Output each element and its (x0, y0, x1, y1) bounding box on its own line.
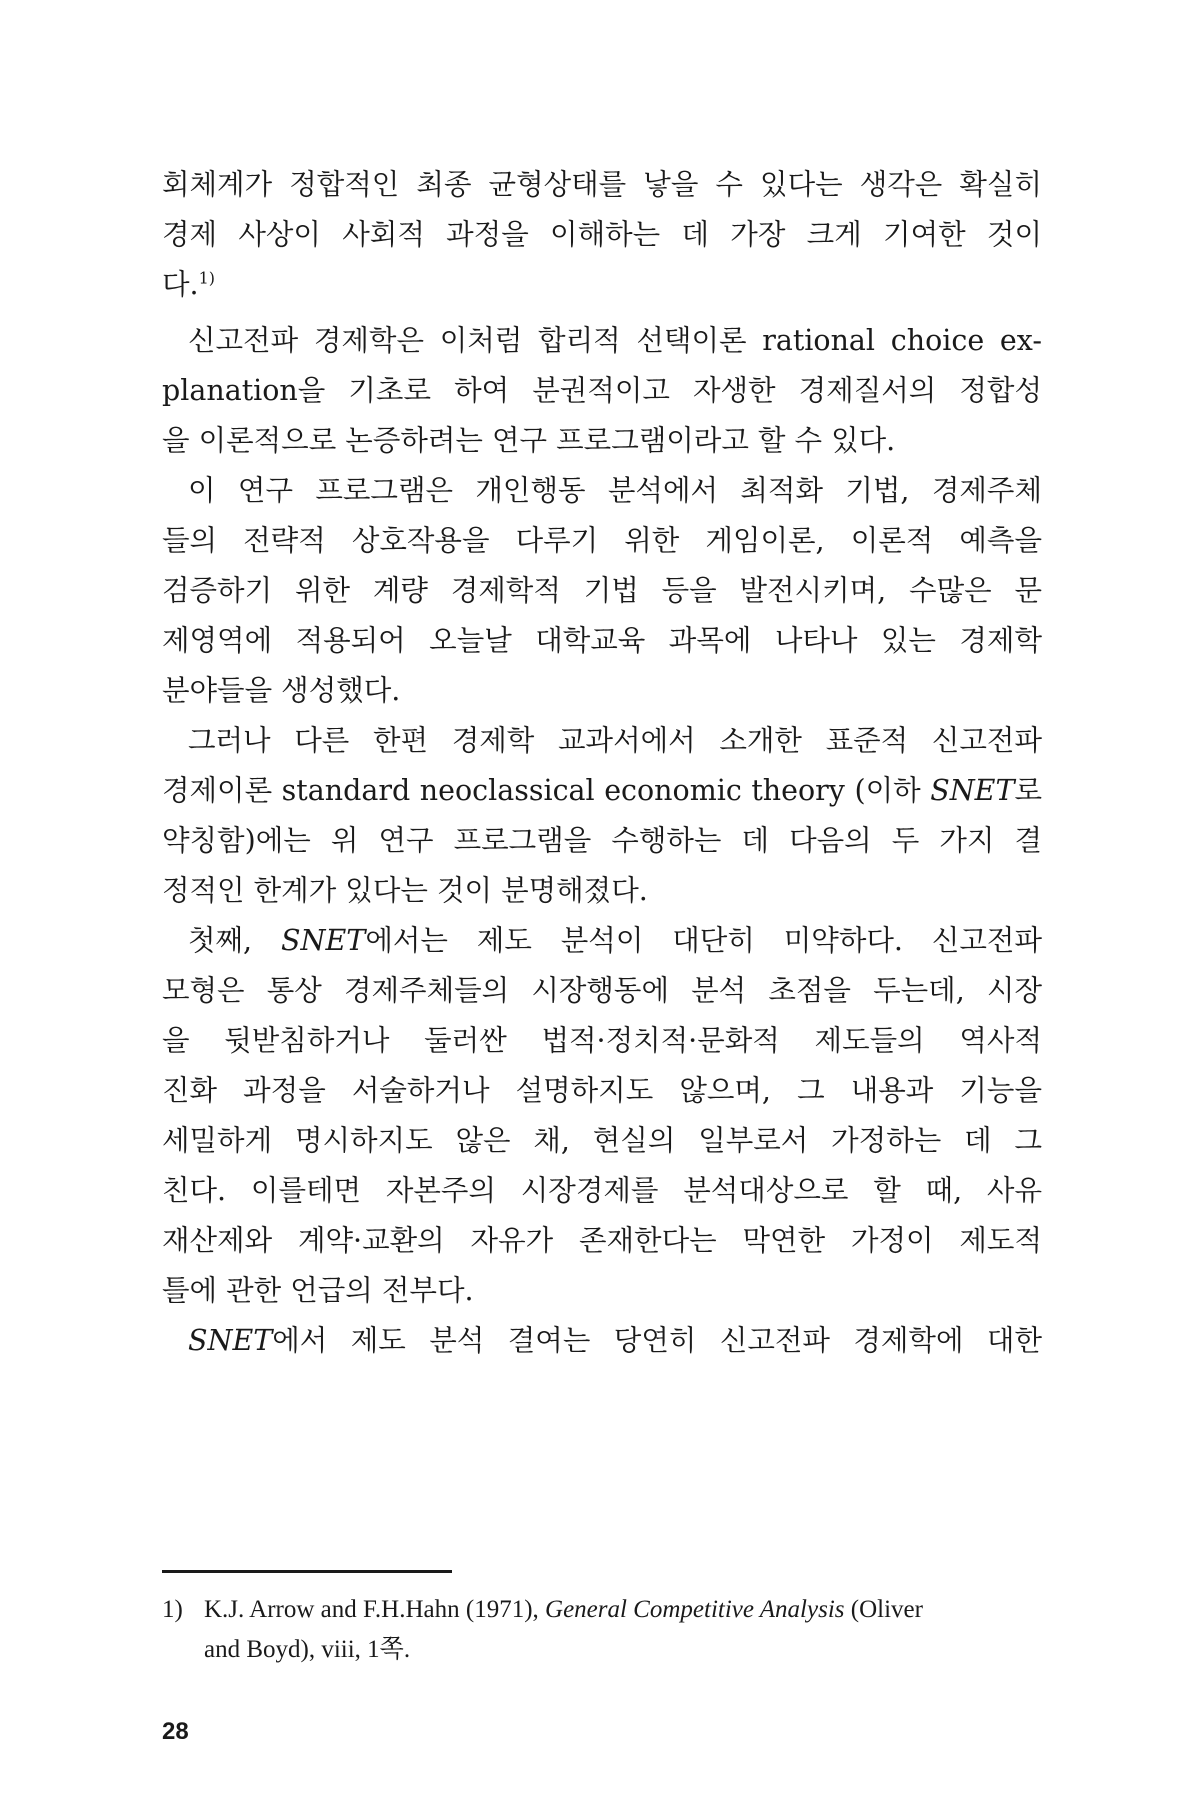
text-line: 재산제와 계약·교환의 자유가 존재한다는 막연한 가정이 제도적 (162, 1224, 1042, 1257)
paragraph (162, 716, 1042, 916)
abbreviation-snet: SNET (281, 924, 366, 957)
footnote-divider (162, 1570, 452, 1573)
text-line (162, 766, 1042, 816)
abbreviation-snet: SNET (188, 1324, 273, 1357)
footnote (162, 1590, 1042, 1670)
text-span: 첫째, (188, 924, 282, 957)
text-line: 그러나 다른 한편 경제학 교과서에서 소개한 표준적 신고전파 (188, 724, 1042, 757)
text-line: 모형은 통상 경제주체들의 시장행동에 분석 초점을 두는데, 시장 (162, 974, 1042, 1007)
text-line (162, 916, 1042, 966)
text-span: 에서 제도 분석 결여는 당연히 신고전파 경제학에 대한 (272, 1324, 1042, 1357)
text-span: 다. (162, 268, 199, 301)
footnote-number: 1) (162, 1596, 183, 1623)
text-span: 경제이론 standard neoclassical economic theory (이하 (162, 774, 931, 807)
text-line: 약칭함)에는 위 연구 프로그램을 수행하는 데 다음의 두 가지 결 (162, 824, 1042, 857)
footnote-book-title: General Competitive Analysis (545, 1596, 845, 1623)
footnote-line (162, 1590, 1042, 1630)
footnote-line: and Boyd), viii, 1쪽. (204, 1636, 411, 1663)
text-line: 들의 전략적 상호작용을 다루기 위한 게임이론, 이론적 예측을 (162, 524, 1042, 557)
footnote-text: (Oliver (844, 1596, 923, 1623)
text-span: 로 (1014, 774, 1042, 807)
text-line: 틀에 관한 언급의 전부다. (162, 1274, 474, 1307)
text-line: 세밀하게 명시하지도 않은 채, 현실의 일부로서 가정하는 데 그 (162, 1124, 1042, 1157)
text-line: 경제 사상이 사회적 과정을 이해하는 데 가장 크게 기여한 것이 (162, 218, 1042, 251)
text-line: 이 연구 프로그램은 개인행동 분석에서 최적화 기법, 경제주체 (188, 474, 1042, 507)
abbreviation-snet: SNET (930, 774, 1015, 807)
page-number: 28 (162, 1718, 189, 1745)
text-line: 제영역에 적용되어 오늘날 대학교육 과목에 나타나 있는 경제학 (162, 624, 1042, 657)
text-line: planation을 기초로 하여 분권적이고 자생한 경제질서의 정합성 (162, 374, 1042, 407)
paragraph (162, 316, 1042, 466)
text-line: 을 이론적으로 논증하려는 연구 프로그램이라고 할 수 있다. (162, 424, 896, 457)
text-line (162, 260, 1042, 310)
paragraph (162, 916, 1042, 1316)
text-line: 정적인 한계가 있다는 것이 분명해졌다. (162, 874, 648, 907)
text-line: 친다. 이를테면 자본주의 시장경제를 분석대상으로 할 때, 사유 (162, 1174, 1042, 1207)
text-line: 신고전파 경제학은 이처럼 합리적 선택이론 rational choice ex- (188, 324, 1042, 357)
paragraph (162, 1316, 1042, 1366)
text-line: 회체계가 정합적인 최종 균형상태를 낳을 수 있다는 생각은 확실히 (162, 168, 1042, 201)
text-span: 에서는 제도 분석이 대단히 미약하다. 신고전파 (365, 924, 1042, 957)
paragraph-continuation (162, 160, 1042, 310)
text-line: 진화 과정을 서술하거나 설명하지도 않으며, 그 내용과 기능을 (162, 1074, 1042, 1107)
footnote-text: K.J. Arrow and F.H.Hahn (1971), (204, 1596, 546, 1623)
text-line: 을 뒷받침하거나 둘러싼 법적·정치적·문화적 제도들의 역사적 (162, 1024, 1042, 1057)
text-line (162, 1316, 1042, 1366)
text-line: 분야들을 생성했다. (162, 674, 401, 707)
paragraph (162, 466, 1042, 716)
text-line: 검증하기 위한 계량 경제학적 기법 등을 발전시키며, 수많은 문 (162, 574, 1042, 607)
footnote-reference: 1) (198, 268, 216, 288)
